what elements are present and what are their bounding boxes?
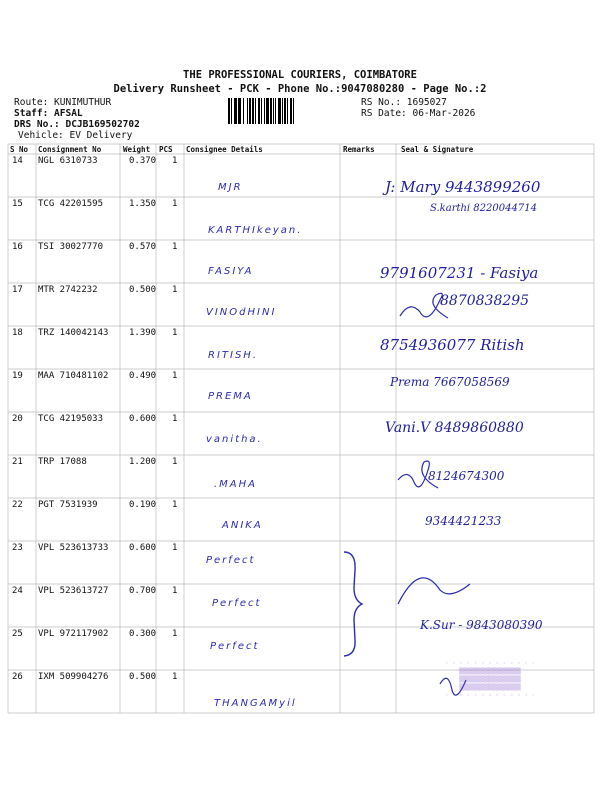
signature-scribble [398, 578, 470, 604]
row-sno: 17 [12, 285, 23, 295]
col-seal: Seal & Signature [401, 145, 474, 154]
row-pcs: 1 [172, 199, 178, 209]
row-pcs: 1 [172, 672, 178, 682]
row-weight: 0.500 [129, 285, 157, 295]
row-weight: 0.600 [129, 543, 157, 553]
row-consignment-no: PGT 7531939 [38, 500, 98, 510]
row-pcs: 1 [172, 586, 178, 596]
row-signature: Prema 7667058569 [390, 375, 510, 389]
vehicle-label: Vehicle: EV Delivery [18, 130, 133, 141]
col-sno: S No [10, 145, 29, 154]
row-sno: 15 [12, 199, 23, 209]
row-consignment-no: NGL 6310733 [38, 156, 98, 166]
row-weight: 0.500 [129, 672, 157, 682]
row-signature: Vani.V 8489860880 [385, 420, 524, 436]
row-consignment-no: TRP 17088 [38, 457, 87, 467]
row-sno: 25 [12, 629, 23, 639]
row-sno: 24 [12, 586, 23, 596]
row-sno: 23 [12, 543, 23, 553]
row-consignee: RITISH. [208, 350, 259, 361]
drs-label: DRS No.: DCJB169502702 [14, 119, 140, 130]
row-weight: 0.300 [129, 629, 157, 639]
row-signature: 9791607231 - Fasiya [380, 264, 539, 282]
row-signature: 9344421233 [425, 514, 502, 528]
runsheet-subtitle: Delivery Runsheet - PCK - Phone No.:9047080280 - Page No.:2 [113, 83, 487, 95]
rs-date-label: RS Date: 06-Mar-2026 [361, 108, 476, 119]
row-sno: 19 [12, 371, 23, 381]
row-consignee: PREMA [208, 391, 253, 402]
row-consignment-no: VPL 523613727 [38, 586, 109, 596]
row-weight: 0.570 [129, 242, 157, 252]
row-consignment-no: MAA 710481102 [38, 371, 109, 381]
rs-no-label: RS No.: 1695027 [361, 97, 447, 108]
row-consignee: ANIKA [222, 520, 263, 531]
row-sno: 20 [12, 414, 23, 424]
row-pcs: 1 [172, 242, 178, 252]
row-weight: 0.190 [129, 500, 157, 510]
row-weight: 1.200 [129, 457, 157, 467]
row-consignee: FASIYA [208, 266, 254, 277]
row-signature: S.karthi 8220044714 [430, 203, 537, 214]
row-consignee: MJR [218, 182, 243, 193]
row-consignment-no: VPL 523613733 [38, 543, 109, 553]
row-consignment-no: VPL 972117902 [38, 629, 109, 639]
row-signature: 8870838295 [440, 293, 530, 309]
row-pcs: 1 [172, 629, 178, 639]
row-signature: J: Mary 9443899260 [385, 178, 541, 196]
col-weight: Weight [123, 145, 151, 154]
row-pcs: 1 [172, 371, 178, 381]
row-pcs: 1 [172, 414, 178, 424]
col-pcs: PCS [159, 145, 173, 154]
row-signature: 8124674300 [428, 469, 505, 483]
row-sno: 16 [12, 242, 23, 252]
row-consignment-no: TRZ 140042143 [38, 328, 109, 338]
row-signature: 8754936077 Ritish [380, 336, 525, 354]
route-label: Route: KUNIMUTHUR [14, 97, 112, 108]
row-pcs: 1 [172, 156, 178, 166]
col-consignment: Consignment No [38, 145, 102, 154]
row-sno: 18 [12, 328, 23, 338]
row-consignee: vanitha. [206, 434, 263, 445]
row-weight: 0.600 [129, 414, 157, 424]
row-consignee: THANGAMyil [214, 698, 297, 709]
company-title: THE PROFESSIONAL COURIERS, COIMBATORE [183, 69, 417, 81]
courier-stamp: ◦ ◦ ◦ ◦ ◦ ◦ ◦ ◦ ◦ ◦ ◦ ◦ ◦ ▒▒▒▒▒▒▒▒▒▒▒▒▒▒▒▒▒ ▒▒▒▒▒▒▒▒▒▒▒▒▒▒▒▒▒ ▒▒▒▒▒▒▒▒▒▒▒▒▒▒▒▒▒ ◦ ◦ ◦ ◦ ◦ ◦ ◦ ◦ ◦ ◦ ◦ ◦ ◦ [444, 660, 536, 699]
row-consignee: Perfect [210, 641, 260, 652]
row-sno: 22 [12, 500, 23, 510]
row-sno: 21 [12, 457, 23, 467]
row-consignment-no: IXM 509904276 [38, 672, 109, 682]
row-weight: 0.700 [129, 586, 157, 596]
row-pcs: 1 [172, 543, 178, 553]
row-weight: 1.390 [129, 328, 157, 338]
row-consignee: KARTHIkeyan. [208, 225, 303, 236]
row-consignment-no: TCG 42195033 [38, 414, 104, 424]
row-consignee: Perfect [206, 555, 256, 566]
row-pcs: 1 [172, 500, 178, 510]
row-signature: K.Sur - 9843080390 [420, 618, 543, 632]
row-consignment-no: MTR 2742232 [38, 285, 98, 295]
row-consignment-no: TCG 42201595 [38, 199, 104, 209]
row-consignment-no: TSI 30027770 [38, 242, 104, 252]
row-consignee: Perfect [212, 598, 262, 609]
row-weight: 1.350 [129, 199, 157, 209]
col-consignee: Consignee Details [186, 145, 263, 154]
brace-mark [344, 552, 362, 656]
row-weight: 0.370 [129, 156, 157, 166]
staff-label: Staff: AFSAL [14, 108, 83, 119]
row-consignee: VINOdHINI [206, 307, 277, 318]
row-pcs: 1 [172, 457, 178, 467]
row-pcs: 1 [172, 328, 178, 338]
row-pcs: 1 [172, 285, 178, 295]
row-consignee: .MAHA [214, 479, 258, 490]
col-remarks: Remarks [343, 145, 375, 154]
row-sno: 26 [12, 672, 23, 682]
row-weight: 0.490 [129, 371, 157, 381]
row-sno: 14 [12, 156, 23, 166]
